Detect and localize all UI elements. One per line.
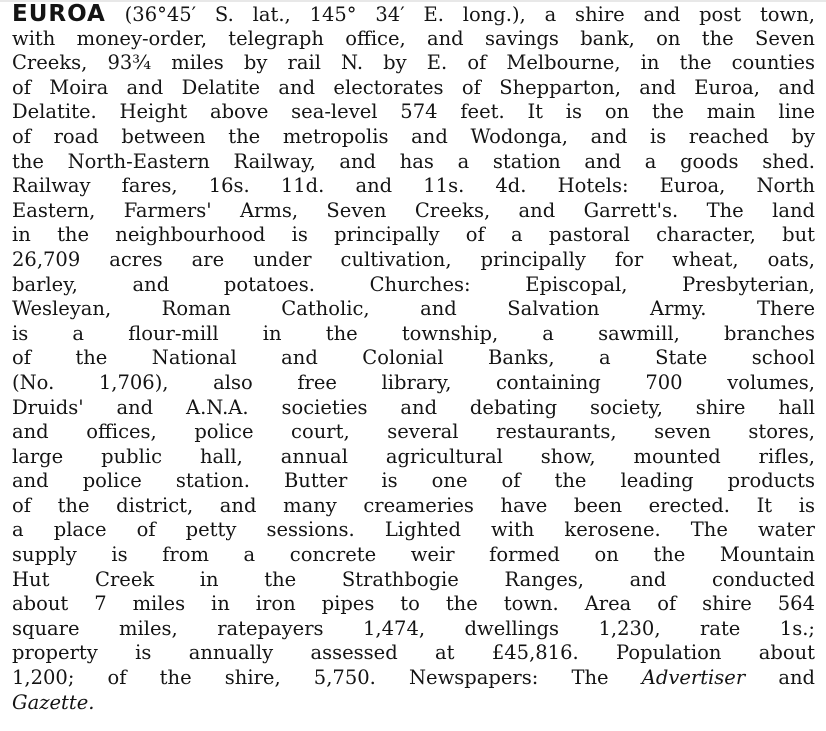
text-line: [12, 346, 815, 371]
text-line: [12, 51, 815, 76]
text-segment: in the neighbourhood is principally of a pastoral character, but: [12, 223, 815, 247]
text-segment: of Moira and Delatite and electorates of Shepparton, and Euroa, and: [12, 75, 815, 99]
text-line: [12, 543, 815, 568]
text-line: [12, 273, 815, 298]
text-line: [12, 518, 815, 543]
text-segment: of the National and Colonial Banks, a State school: [12, 346, 815, 370]
text-segment: 26,709 acres are under cultivation, principally for wheat, oats,: [12, 247, 815, 271]
text-segment: a place of petty sessions. Lighted with kerosene. The water: [12, 518, 815, 542]
text-segment: large public hall, annual agricultural show, mounted rifles,: [12, 444, 815, 468]
text-segment: square miles, ratepayers 1,474, dwellings 1,230, rate 1s.;: [12, 616, 815, 640]
text-line: [12, 568, 815, 593]
text-line: [12, 445, 815, 470]
text-segment: 1,200; of the shire, 5,750. Newspapers: The: [12, 666, 642, 690]
text-line: [12, 494, 815, 519]
text-segment: property is annually assessed at £45,816. Population about: [12, 641, 815, 665]
text-segment: Wesleyan, Roman Catholic, and Salvation Army. There: [12, 297, 815, 321]
text-line: [12, 322, 815, 347]
text-segment: and police station. Butter is one of the leading products: [12, 469, 815, 493]
text-segment: about 7 miles in iron pipes to the town. Area of shire 564: [12, 592, 815, 616]
text-line: [12, 691, 815, 716]
text-segment: and offices, police court, several restaurants, seven stores,: [12, 420, 815, 444]
text-line: [12, 76, 815, 101]
text-line: [12, 199, 815, 224]
text-segment: of road between the metropolis and Wodonga, and is reached by: [12, 124, 815, 148]
text-segment: and: [745, 666, 815, 690]
entry-headword: EUROA: [12, 1, 106, 27]
text-line: [12, 666, 815, 691]
text-segment: Delatite. Height above sea-level 574 feet. It is on the main line: [12, 100, 815, 124]
text-segment: Hut Creek in the Strathbogie Ranges, and conducted: [12, 567, 815, 591]
text-line: [12, 27, 815, 52]
text-line: [12, 396, 815, 421]
text-line: [12, 100, 815, 125]
text-line: [12, 248, 815, 273]
text-segment: Eastern, Farmers' Arms, Seven Creeks, and Garrett's. The land: [12, 198, 815, 222]
text-line: [12, 371, 815, 396]
text-line: [12, 2, 815, 27]
text-segment: supply is from a concrete weir formed on the Mountain: [12, 543, 815, 567]
text-line: [12, 592, 815, 617]
text-segment: of the district, and many creameries have been erected. It is: [12, 493, 815, 517]
text-segment: Railway fares, 16s. 11d. and 11s. 4d. Hotels: Euroa, North: [12, 174, 815, 198]
text-line: [12, 641, 815, 666]
text-segment: the North-Eastern Railway, and has a station and a goods shed.: [12, 149, 815, 173]
text-line: [12, 469, 815, 494]
text-line: [12, 125, 815, 150]
text-segment: Creeks, 93¾ miles by rail N. by E. of Melbourne, in the counties: [12, 51, 815, 75]
gazetteer-entry-euroa: [12, 2, 815, 715]
text-segment: barley, and potatoes. Churches: Episcopal, Presbyterian,: [12, 272, 815, 296]
text-line: [12, 297, 815, 322]
italic-text: Advertiser: [641, 666, 746, 690]
text-line: [12, 174, 815, 199]
text-segment: (No. 1,706), also free library, containing 700 volumes,: [12, 370, 815, 394]
text-line: [12, 420, 815, 445]
text-segment: Druids' and A.N.A. societies and debating society, shire hall: [12, 395, 815, 419]
text-segment: with money-order, telegraph office, and savings bank, on the Seven: [12, 26, 815, 50]
italic-text: Gazette.: [12, 690, 95, 714]
text-segment: (36°45′ S. lat., 145° 34′ E. long.), a shire and post town,: [105, 3, 815, 26]
text-line: [12, 617, 815, 642]
text-line: [12, 223, 815, 248]
text-line: [12, 150, 815, 175]
text-segment: is a flour-mill in the township, a sawmill, branches: [12, 321, 815, 345]
